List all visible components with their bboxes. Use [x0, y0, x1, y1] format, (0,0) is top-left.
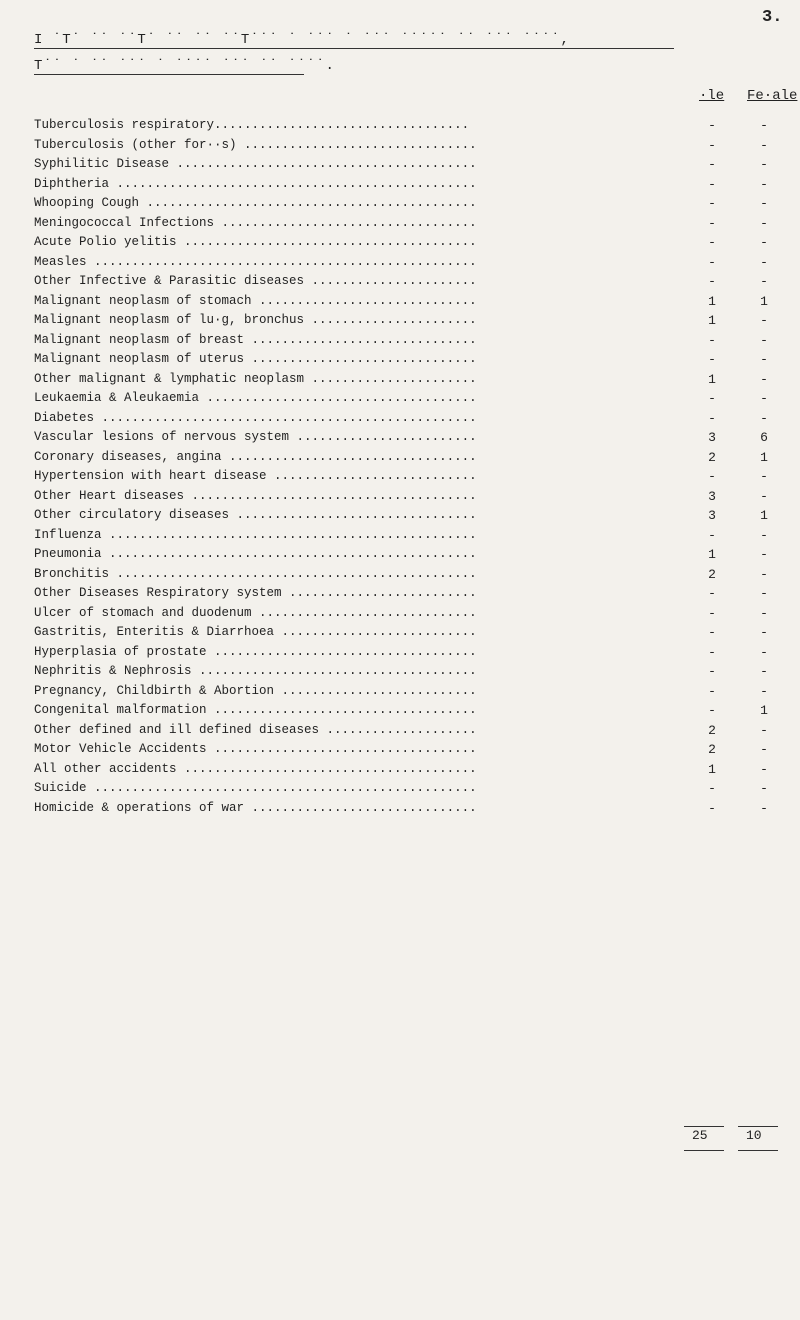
total-female: 10: [746, 1128, 762, 1143]
cause-label: Bronchitis ................................................: [34, 566, 477, 581]
page-number: 3.: [762, 8, 783, 27]
cause-label: Other defined and ill defined diseases ....................: [34, 722, 477, 737]
cause-label: All other accidents .......................................: [34, 761, 477, 776]
female-count: -: [760, 391, 768, 406]
causes-table: [34, 116, 794, 818]
cause-label: Coronary diseases, angina .................................: [34, 449, 477, 464]
male-count: -: [708, 332, 716, 348]
male-count: -: [708, 137, 716, 153]
female-count: 6: [760, 430, 768, 445]
table-row: [34, 701, 794, 721]
male-count: -: [708, 157, 716, 172]
male-count: -: [708, 664, 716, 679]
female-count: -: [760, 605, 768, 621]
female-count: -: [760, 313, 768, 328]
male-count: -: [708, 196, 716, 211]
table-row: [34, 175, 794, 195]
table-row: [34, 389, 794, 409]
cause-label: Gastritis, Enteritis & Diarrhoea ..........................: [34, 625, 477, 639]
table-row: [34, 292, 794, 312]
table-row: [34, 448, 794, 468]
table-row: [34, 155, 794, 175]
female-count: -: [760, 235, 768, 250]
cause-label: Malignant neoplasm of lu·g, bronchus ......................: [34, 313, 477, 327]
table-row: [34, 662, 794, 682]
table-row: [34, 116, 794, 136]
table-row: [34, 136, 794, 156]
cause-label: Other circulatory diseases ................................: [34, 508, 477, 522]
female-count: -: [760, 800, 768, 816]
table-row: [34, 545, 794, 565]
female-count: 1: [760, 293, 768, 309]
male-count: -: [708, 254, 716, 270]
table-row: [34, 311, 794, 331]
male-count: -: [708, 391, 716, 406]
cause-label: Other malignant & lymphatic neoplasm ......................: [34, 371, 477, 386]
cause-label: Malignant neoplasm of uterus ..............................: [34, 352, 477, 366]
female-count: -: [760, 410, 768, 426]
total-male: 25: [692, 1128, 708, 1143]
female-count: -: [760, 547, 768, 562]
female-count: 1: [760, 703, 768, 718]
female-count: -: [760, 586, 768, 601]
cause-label: Motor Vehicle Accidents ...................................: [34, 742, 477, 756]
female-count: 1: [760, 449, 768, 465]
male-count: 1: [708, 293, 716, 309]
female-count: -: [760, 118, 768, 133]
cause-label: Malignant neoplasm of stomach .............................: [34, 293, 477, 308]
cause-label: Pregnancy, Childbirth & Abortion ..........................: [34, 683, 477, 698]
male-count: -: [708, 625, 716, 640]
table-row: [34, 799, 794, 819]
female-count: -: [760, 137, 768, 153]
male-count: 1: [708, 371, 716, 387]
female-count: -: [760, 566, 768, 582]
female-count: -: [760, 469, 768, 484]
female-count: -: [760, 644, 768, 660]
cause-label: Hyperplasia of prostate ...................................: [34, 644, 477, 659]
female-count: -: [760, 488, 768, 504]
female-count: 1: [760, 508, 768, 523]
table-row: [34, 331, 794, 351]
male-count: -: [708, 781, 716, 796]
female-count: -: [760, 157, 768, 172]
cause-label: Other Heart diseases ......................................: [34, 488, 477, 503]
cause-label: Whooping Cough ............................................: [34, 196, 477, 210]
female-count: -: [760, 254, 768, 270]
table-row: [34, 253, 794, 273]
male-count: 1: [708, 761, 716, 777]
table-row: [34, 350, 794, 370]
cause-label: Tuberculosis (other for··s) ...............................: [34, 137, 477, 152]
table-row: [34, 409, 794, 429]
table-row: [34, 506, 794, 526]
cause-label: Ulcer of stomach and duodenum .............................: [34, 605, 477, 620]
cause-label: Syphilitic Disease ........................................: [34, 157, 477, 171]
female-count: -: [760, 176, 768, 192]
table-row: [34, 233, 794, 253]
column-header-female: Fe·ale: [747, 88, 798, 104]
cause-label: Nephritis & Nephrosis .....................................: [34, 664, 477, 678]
table-row: [34, 428, 794, 448]
male-count: -: [708, 118, 716, 133]
male-count: 3: [708, 508, 716, 523]
table-row: [34, 214, 794, 234]
male-count: -: [708, 352, 716, 367]
column-header-male: ·le: [699, 88, 725, 104]
cause-label: Influenza .................................................: [34, 527, 477, 542]
cause-label: Other Infective & Parasitic diseases ......................: [34, 274, 477, 288]
male-count: -: [708, 683, 716, 699]
table-row: [34, 526, 794, 546]
cause-label: Suicide ...................................................: [34, 781, 477, 795]
cause-label: Meningococcal Infections ..................................: [34, 215, 477, 230]
male-count: -: [708, 235, 716, 250]
female-count: -: [760, 625, 768, 640]
cause-label: Measles ...................................................: [34, 254, 477, 269]
table-row: [34, 194, 794, 214]
cause-label: Congenital malformation ...................................: [34, 703, 477, 717]
male-count: 1: [708, 547, 716, 562]
total-rule-female-top: [738, 1126, 778, 1127]
cause-label: Tuberculosis respiratory..................................: [34, 118, 470, 132]
male-count: -: [708, 274, 716, 289]
table-row: [34, 604, 794, 624]
female-count: -: [760, 761, 768, 777]
table-row: [34, 467, 794, 487]
cause-label: Other Diseases Respiratory system .........................: [34, 586, 477, 600]
cause-label: Acute Polio yelitis .......................................: [34, 235, 477, 249]
female-count: -: [760, 664, 768, 679]
male-count: -: [708, 644, 716, 660]
cause-label: Leukaemia & Aleukaemia ....................................: [34, 391, 477, 405]
table-row: [34, 370, 794, 390]
table-row: [34, 565, 794, 585]
cause-label: Hypertension with heart disease ...........................: [34, 469, 477, 483]
table-heading-line-1: I ˙T˙ ˙˙ ˙˙T˙ ˙˙ ˙˙ ˙˙T˙˙˙ ˙ ˙˙˙ ˙ ˙˙˙ ˙˙˙˙˙ ˙˙ ˙˙˙ ˙˙˙˙,: [34, 32, 674, 49]
male-count: 2: [708, 742, 716, 757]
male-count: 3: [708, 488, 716, 504]
table-row: [34, 760, 794, 780]
male-count: -: [708, 800, 716, 816]
female-count: -: [760, 722, 768, 738]
male-count: -: [708, 605, 716, 621]
table-heading-line-2: T˙˙ ˙ ˙˙ ˙˙˙ ˙ ˙˙˙˙ ˙˙˙ ˙˙ ˙˙˙˙.: [34, 58, 335, 74]
table-row: [34, 584, 794, 604]
table-row: [34, 682, 794, 702]
male-count: 1: [708, 313, 716, 328]
male-count: -: [708, 410, 716, 426]
female-count: -: [760, 527, 768, 543]
male-count: 2: [708, 722, 716, 738]
male-count: -: [708, 469, 716, 484]
table-row: [34, 623, 794, 643]
male-count: 2: [708, 449, 716, 465]
female-count: -: [760, 371, 768, 387]
table-row: [34, 740, 794, 760]
table-row: [34, 779, 794, 799]
female-count: -: [760, 352, 768, 367]
male-count: -: [708, 176, 716, 192]
male-count: -: [708, 215, 716, 231]
female-count: -: [760, 332, 768, 348]
female-count: -: [760, 742, 768, 757]
cause-label: Pneumonia .................................................: [34, 547, 477, 561]
female-count: -: [760, 683, 768, 699]
table-row: [34, 721, 794, 741]
cause-label: Homicide & operations of war ..............................: [34, 800, 477, 815]
female-count: -: [760, 196, 768, 211]
female-count: -: [760, 274, 768, 289]
male-count: -: [708, 586, 716, 601]
total-rule-male-bottom: [684, 1150, 724, 1151]
male-count: -: [708, 527, 716, 543]
cause-label: Diphtheria ................................................: [34, 176, 477, 191]
male-count: 3: [708, 430, 716, 445]
total-rule-female-bottom: [738, 1150, 778, 1151]
female-count: -: [760, 215, 768, 231]
cause-label: Vascular lesions of nervous system ........................: [34, 430, 477, 444]
cause-label: Diabetes ..................................................: [34, 410, 477, 425]
table-row: [34, 487, 794, 507]
male-count: 2: [708, 566, 716, 582]
male-count: -: [708, 703, 716, 718]
table-row: [34, 272, 794, 292]
cause-label: Malignant neoplasm of breast ..............................: [34, 332, 477, 347]
table-row: [34, 643, 794, 663]
female-count: -: [760, 781, 768, 796]
total-rule-male-top: [684, 1126, 724, 1127]
